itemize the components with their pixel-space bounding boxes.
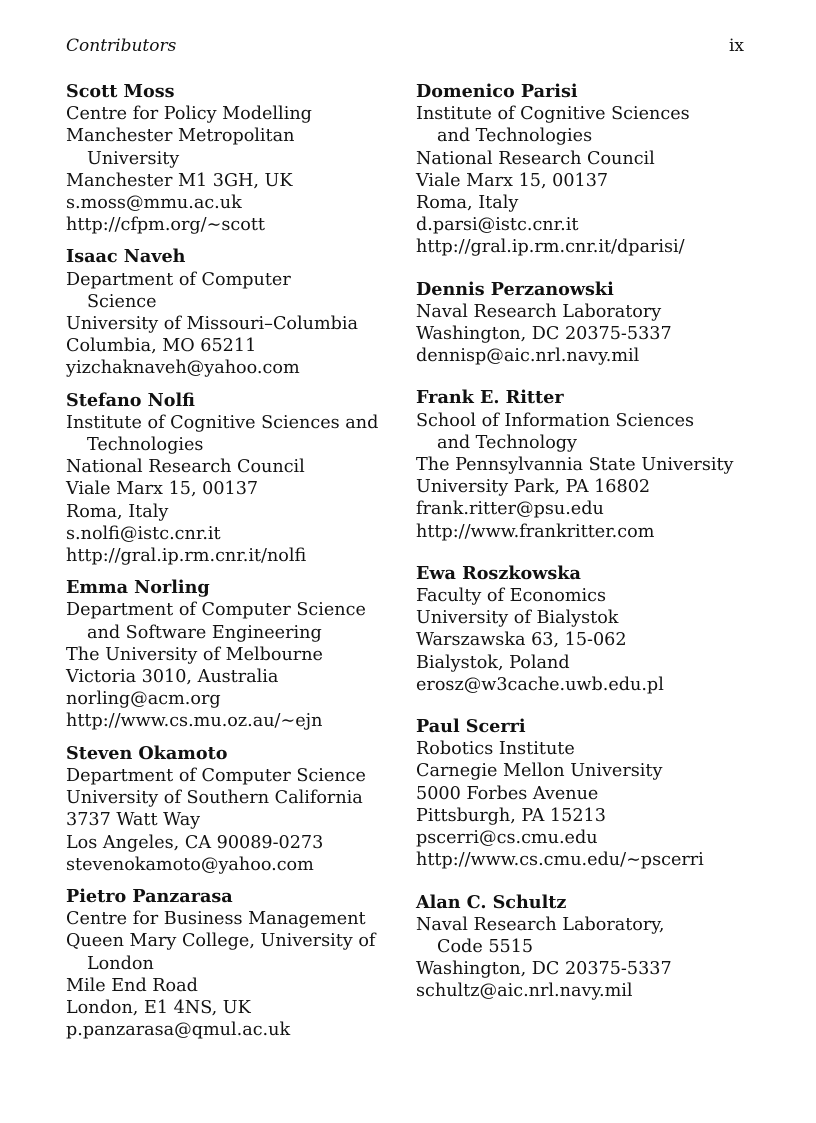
contributor-address-line: Centre for Policy Modelling: [66, 104, 312, 125]
contributor-address-line: http://www.cs.cmu.edu/∼pscerri: [416, 850, 704, 871]
contributor-address-line: Washington, DC 20375-5337: [416, 324, 672, 345]
contributor-address-line: yizchaknaveh@yahoo.com: [66, 358, 300, 379]
contributor-address-line: http://www.frankritter.com: [416, 521, 655, 542]
contributor-entry: [66, 743, 406, 876]
contributor-entry: [416, 81, 776, 259]
contributor-name: Isaac Naveh: [66, 246, 186, 268]
contributor-address-line: dennisp@aic.nrl.navy.mil: [416, 346, 640, 367]
contributor-address-line: Roma, Italy: [66, 501, 169, 522]
contributor-address-line: d.parsi@istc.cnr.it: [416, 215, 579, 236]
contributor-address-line: University of Southern California: [66, 788, 363, 809]
contributor-address-line: Viale Marx 15, 00137: [416, 170, 609, 191]
contributor-address-line: Robotics Institute: [416, 739, 575, 760]
contributor-address-line: http://gral.ip.rm.cnr.it/dparisi/: [416, 237, 685, 258]
contributor-address-line: London: [87, 953, 154, 974]
contributor-address-line: 5000 Forbes Avenue: [416, 783, 599, 804]
contributor-name: Pietro Panzarasa: [66, 885, 233, 907]
running-title: Contributors: [66, 36, 177, 56]
contributor-entry: [416, 563, 776, 696]
contributor-name: Paul Scerri: [416, 716, 526, 738]
contributor-address-line: London, E1 4NS, UK: [66, 997, 251, 1018]
contributor-address-line: University of Bialystok: [416, 608, 619, 629]
contributor-address-line: University: [87, 148, 180, 169]
contributor-name: Dennis Perzanowski: [416, 278, 614, 300]
contributor-address-line: Mile End Road: [66, 975, 198, 996]
contributor-name: Alan C. Schultz: [416, 891, 567, 913]
page-number: ix: [728, 36, 744, 56]
contributor-address-line: Faculty of Economics: [416, 586, 607, 607]
contributor-address-line: pscerri@cs.cmu.edu: [416, 828, 598, 849]
contributor-name: Stefano Nolfi: [66, 389, 195, 411]
contributor-address-line: Institute of Cognitive Sciences and: [66, 412, 379, 433]
contributor-name: Ewa Roszkowska: [416, 562, 581, 584]
right-column: [416, 81, 776, 1013]
contributor-address-line: Department of Computer Science: [66, 600, 366, 621]
contributor-address-line: Naval Research Laboratory: [416, 301, 662, 322]
contributor-address-line: Institute of Cognitive Sciences: [416, 104, 690, 125]
contributor-address-line: Viale Marx 15, 00137: [66, 479, 259, 500]
contributor-entry: [66, 886, 406, 1041]
contributor-address-line: Los Angeles, CA 90089-0273: [66, 832, 324, 853]
contributor-address-line: Warszawska 63, 15-062: [416, 630, 627, 651]
contributor-address-line: norling@acm.org: [66, 689, 221, 710]
contributor-address-line: s.moss@mmu.ac.uk: [66, 193, 242, 214]
contributor-address-line: 3737 Watt Way: [66, 810, 201, 831]
contributor-address-line: The Pennsylvannia State University: [416, 455, 734, 476]
contributor-entry: [416, 279, 776, 368]
contributor-entry: [66, 246, 406, 379]
contributor-address-line: p.panzarasa@qmul.ac.uk: [66, 1020, 291, 1041]
contributor-address-line: and Technologies: [437, 126, 593, 147]
contributor-entry: [66, 390, 406, 568]
contributor-address-line: http://www.cs.mu.oz.au/∼ejn: [66, 711, 323, 732]
contributor-address-line: http://gral.ip.rm.cnr.it/nolfi: [66, 546, 307, 567]
contributor-address-line: Code 5515: [437, 936, 534, 957]
contributor-address-line: Naval Research Laboratory,: [416, 914, 665, 935]
contributor-address-line: Technologies: [87, 435, 204, 456]
contributor-address-line: Queen Mary College, University of: [66, 931, 376, 952]
contributor-address-line: National Research Council: [66, 457, 305, 478]
contributor-address-line: http://cfpm.org/∼scott: [66, 215, 265, 236]
contributor-address-line: Washington, DC 20375-5337: [416, 959, 672, 980]
contributor-address-line: Pittsburgh, PA 15213: [416, 805, 606, 826]
contributor-address-line: University of Missouri–Columbia: [66, 314, 359, 335]
contributor-address-line: stevenokamoto@yahoo.com: [66, 854, 314, 875]
contributor-entry: [66, 81, 406, 236]
contributor-address-line: University Park, PA 16802: [416, 477, 651, 498]
contributor-address-line: frank.ritter@psu.edu: [416, 499, 604, 520]
contributor-address-line: Centre for Business Management: [66, 909, 366, 930]
contributor-address-line: Science: [87, 291, 157, 312]
contributor-entry: [416, 387, 776, 542]
contributor-name: Frank E. Ritter: [416, 387, 564, 409]
contributor-name: Domenico Parisi: [416, 81, 578, 102]
contributor-address-line: Bialystok, Poland: [416, 652, 570, 673]
contributor-address-line: The University of Melbourne: [66, 644, 323, 665]
contributor-address-line: and Software Engineering: [87, 622, 322, 643]
contributor-address-line: Victoria 3010, Australia: [66, 667, 279, 688]
contributor-entry: [416, 892, 776, 1003]
contributor-address-line: School of Information Sciences: [416, 410, 695, 431]
left-column: [66, 81, 406, 1051]
contributor-address-line: s.nolfi@istc.cnr.it: [66, 523, 221, 544]
contributor-address-line: Carnegie Mellon University: [416, 761, 663, 782]
contributor-entry: [66, 577, 406, 732]
contributor-name: Scott Moss: [66, 81, 175, 102]
contributor-entry: [416, 716, 776, 871]
contributor-address-line: Columbia, MO 65211: [66, 336, 257, 357]
contributor-address-line: schultz@aic.nrl.navy.mil: [416, 981, 633, 1002]
contributor-address-line: Department of Computer Science: [66, 765, 366, 786]
contributor-address-line: Manchester M1 3GH, UK: [66, 170, 293, 191]
contributor-address-line: Department of Computer: [66, 269, 291, 290]
contributor-address-line: erosz@w3cache.uwb.edu.pl: [416, 674, 664, 695]
contributor-name: Steven Okamoto: [66, 742, 228, 764]
contributor-address-line: National Research Council: [416, 148, 655, 169]
contributor-address-line: and Technology: [437, 432, 577, 453]
contributor-name: Emma Norling: [66, 577, 210, 599]
contributor-address-line: Manchester Metropolitan: [66, 126, 295, 147]
contributor-address-line: Roma, Italy: [416, 193, 519, 214]
